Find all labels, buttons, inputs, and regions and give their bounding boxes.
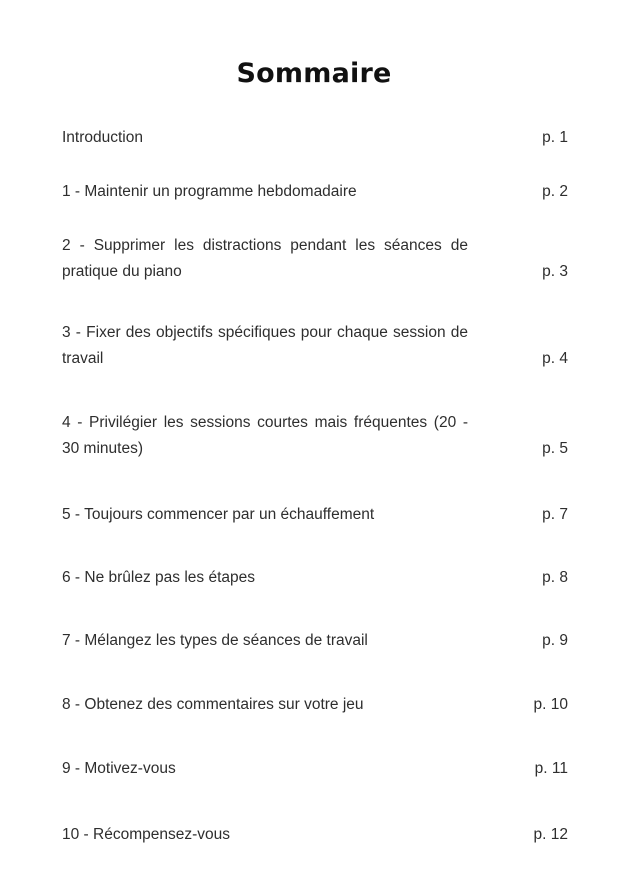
toc-entry-title: 1 - Maintenir un programme hebdomadaire	[62, 183, 357, 200]
toc-entry-page: p. 3	[542, 263, 568, 280]
toc-entry-page: p. 5	[542, 440, 568, 457]
toc-entry-title: 6 - Ne brûlez pas les étapes	[62, 569, 255, 586]
table-of-contents	[62, 0, 568, 889]
toc-entry-page: p. 1	[542, 129, 568, 146]
page-title: Sommaire	[236, 58, 392, 89]
toc-entry-page: p. 12	[533, 826, 568, 843]
toc-entry-title: 10 - Récompensez-vous	[62, 826, 230, 843]
toc-entry-title: Introduction	[62, 129, 143, 146]
toc-entry-page: p. 10	[533, 696, 568, 713]
toc-entry-page: p. 8	[542, 569, 568, 586]
toc-entry-title: 5 - Toujours commencer par un échauffement	[62, 506, 375, 523]
toc-entry-page: p. 2	[542, 183, 568, 200]
toc-entry-title: 3 - Fixer des objectifs spécifiques pour chaque session de travail	[62, 324, 468, 367]
toc-entry-title: 8 - Obtenez des commentaires sur votre jeu	[62, 696, 364, 713]
toc-entry-title: 4 - Privilégier les sessions courtes mais fréquentes (20 - 30 minutes)	[62, 414, 468, 457]
toc-entry-title: 9 - Motivez-vous	[62, 760, 176, 777]
toc-entry-title: 7 - Mélangez les types de séances de travail	[62, 632, 368, 649]
toc-entry-page: p. 9	[542, 632, 568, 649]
toc-entry-page: p. 7	[542, 506, 568, 523]
toc-entry-title: 2 - Supprimer les distractions pendant les séances de pratique du piano	[62, 237, 468, 280]
toc-entry-page: p. 11	[534, 760, 568, 777]
toc-entry-page: p. 4	[542, 350, 568, 367]
